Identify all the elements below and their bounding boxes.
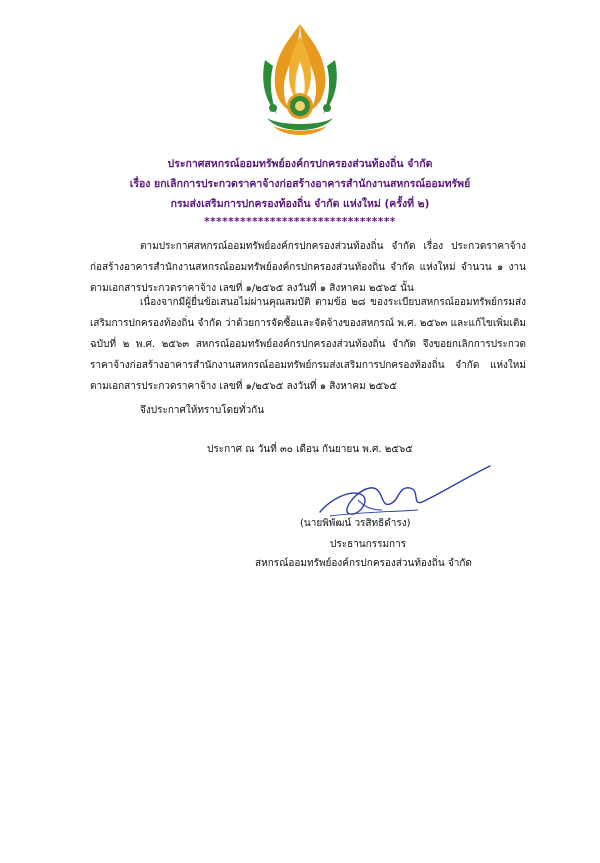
closing-statement: จึงประกาศให้ทราบโดยทั่วกัน bbox=[140, 405, 265, 416]
announcement-subject-continued: กรมส่งเสริมการปกครองท้องถิ่น จำกัด แห่งใหม่ (ครั้งที่ ๒) bbox=[170, 198, 430, 210]
signatory-organization: สหกรณ์ออมทรัพย์องค์กรปกครองส่วนท้องถิ่น จำกัด bbox=[255, 558, 472, 569]
signatory-name: (นายพิพัฒน์ วรสิทธิดำรง) bbox=[300, 518, 411, 529]
handwritten-signature bbox=[300, 460, 500, 525]
announcement-title: ประกาศสหกรณ์ออมทรัพย์องค์กรปกครองส่วนท้องถิ่น จำกัด bbox=[167, 158, 433, 170]
signatory-position: ประธานกรรมการ bbox=[330, 539, 407, 550]
announcement-date: ประกาศ ณ วันที่ ๓๐ เดือน กันยายน พ.ศ. ๒๕๖๕ bbox=[207, 444, 413, 455]
body-paragraph-1: ตามประกาศสหกรณ์ออมทรัพย์องค์กรปกครองส่วนท้องถิ่น จำกัด เรื่อง ประกวดราคาจ้างก่อสร้างอาคารสำนักงานสหกรณ์ออมทรัพย์องค์กรปกครองส่วนท้องถิ่น จำกัด แห่งใหม่ จำนวน ๑ งาน ตามเอกสารประกวดราคาจ้าง เลขที่ ๑/๒๕๖๕ ลงวันที่ ๑ สิงหาคม ๒๕๖๕ นั้น bbox=[90, 241, 526, 294]
cooperative-logo bbox=[259, 22, 341, 140]
announcement-subject: เรื่อง ยกเลิกการประกวดราคาจ้างก่อสร้างอาคารสำนักงานสหกรณ์ออมทรัพย์ bbox=[129, 178, 471, 190]
body-paragraph-2: เนื่องจากมีผู้ยื่นข้อเสนอไม่ผ่านคุณสมบัติ ตามข้อ ๒๘ ของระเบียบสหกรณ์ออมทรัพย์กรมส่งเสริมการปกครองท้องถิ่น จำกัด ว่าด้วยการจัดซื้อและจัดจ้างของสหกรณ์ พ.ศ. ๒๕๖๓ และแก้ไขเพิ่มเติม ฉบับที่ ๒ พ.ศ. ๒๕๖๓ สหกรณ์ออมทรัพย์องค์กรปกครองส่วนท้องถิ่น จำกัด จึงขอยกเลิกการประกวดราคาจ้างก่อสร้างอาคารสำนักงานสหกรณ์ออมทรัพย์กรมส่งเสริมการปกครองท้องถิ่น จำกัด แห่งใหม่ ตามเอกสารประกวดราคาจ้าง เลขที่ ๑/๒๕๖๕ ลงวันที่ ๑ สิงหาคม ๒๕๖๕ bbox=[90, 297, 526, 392]
title-separator: ******************************** bbox=[204, 216, 396, 228]
